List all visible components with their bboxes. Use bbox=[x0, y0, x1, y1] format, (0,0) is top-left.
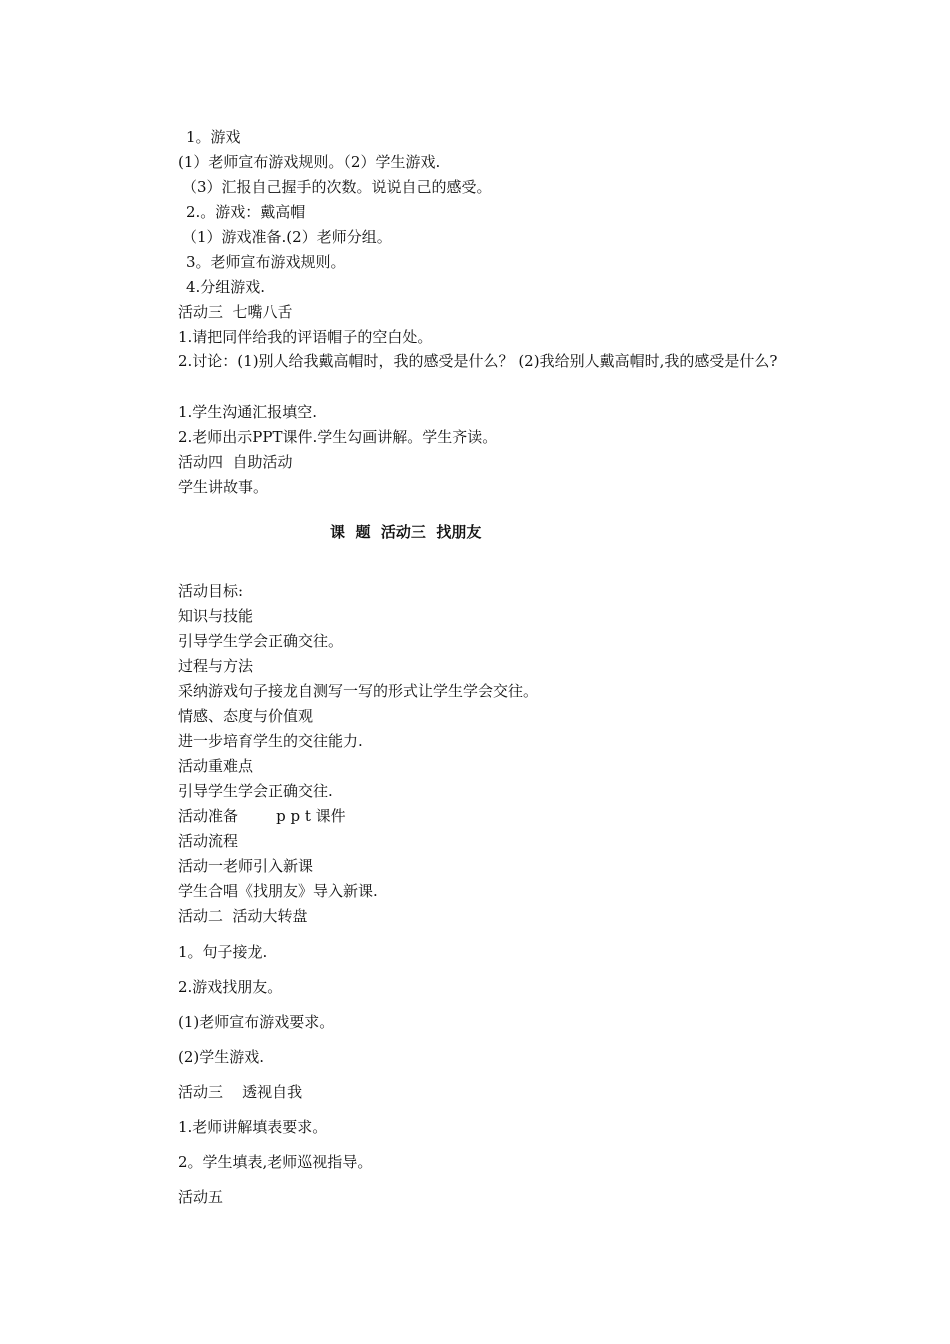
text-line: 活动一老师引入新课 bbox=[178, 857, 314, 875]
activity-heading: 活动三 透视自我 bbox=[178, 1083, 303, 1101]
discussion-paragraph: 2.讨论：(1)别人给我戴高帽时，我的感受是什么？ (2)我给别人戴高帽时,我的感受是什么? bbox=[178, 352, 778, 370]
text-line: 2.游戏找朋友。 bbox=[178, 978, 283, 996]
text-line: 活动流程 bbox=[178, 832, 239, 850]
activity-heading: 活动五 bbox=[178, 1188, 224, 1206]
text-line: (2)学生游戏. bbox=[178, 1048, 265, 1066]
text-line: 引导学生学会正确交往. bbox=[178, 782, 333, 800]
text-line: 1。游戏 bbox=[186, 128, 241, 146]
text-line: (1）老师宣布游戏规则。（2）学生游戏. bbox=[178, 153, 441, 171]
text-line: 进一步培育学生的交往能力. bbox=[178, 732, 363, 750]
text-line: （3）汇报自己握手的次数。说说自己的感受。 bbox=[182, 178, 492, 196]
text-line: 1.请把同伴给我的评语帽子的空白处。 bbox=[178, 328, 433, 346]
text-line: 活动重难点 bbox=[178, 757, 254, 775]
text-line: 1.老师讲解填表要求。 bbox=[178, 1118, 328, 1136]
text-line: 2。学生填表,老师巡视指导。 bbox=[178, 1153, 373, 1171]
text-line: (1)老师宣布游戏要求。 bbox=[178, 1013, 335, 1031]
activity-heading: 活动二 活动大转盘 bbox=[178, 907, 308, 925]
text-line: 情感、态度与价值观 bbox=[178, 707, 314, 725]
activity-heading: 活动三 七嘴八舌 bbox=[178, 303, 293, 321]
text-line: 2.。游戏：戴高帽 bbox=[186, 203, 306, 221]
text-line: 3。老师宣布游戏规则。 bbox=[186, 253, 346, 271]
text-line: 采纳游戏句子接龙自测写一写的形式让学生学会交往。 bbox=[178, 682, 539, 700]
text-line: 2.老师出示PPT课件.学生勾画讲解。学生齐读。 bbox=[178, 428, 498, 446]
text-line: 4.分组游戏. bbox=[186, 278, 266, 296]
text-line: 学生讲故事。 bbox=[178, 478, 269, 496]
text-line: 过程与方法 bbox=[178, 657, 254, 675]
text-line: 学生合唱《找朋友》导入新课. bbox=[178, 882, 378, 900]
activity-heading: 活动四 自助活动 bbox=[178, 453, 293, 471]
text-line: （1）游戏准备.(2）老师分组。 bbox=[182, 228, 392, 246]
text-line: 引导学生学会正确交往。 bbox=[178, 632, 344, 650]
text-line: 活动目标: bbox=[178, 582, 244, 600]
text-line: 活动准备 p p t 课件 bbox=[178, 807, 346, 825]
text-line: 1.学生沟通汇报填空. bbox=[178, 403, 318, 421]
lesson-title: 课 题 活动三 找朋友 bbox=[330, 523, 482, 541]
text-line: 1。句子接龙. bbox=[178, 943, 268, 961]
text-line: 知识与技能 bbox=[178, 607, 254, 625]
